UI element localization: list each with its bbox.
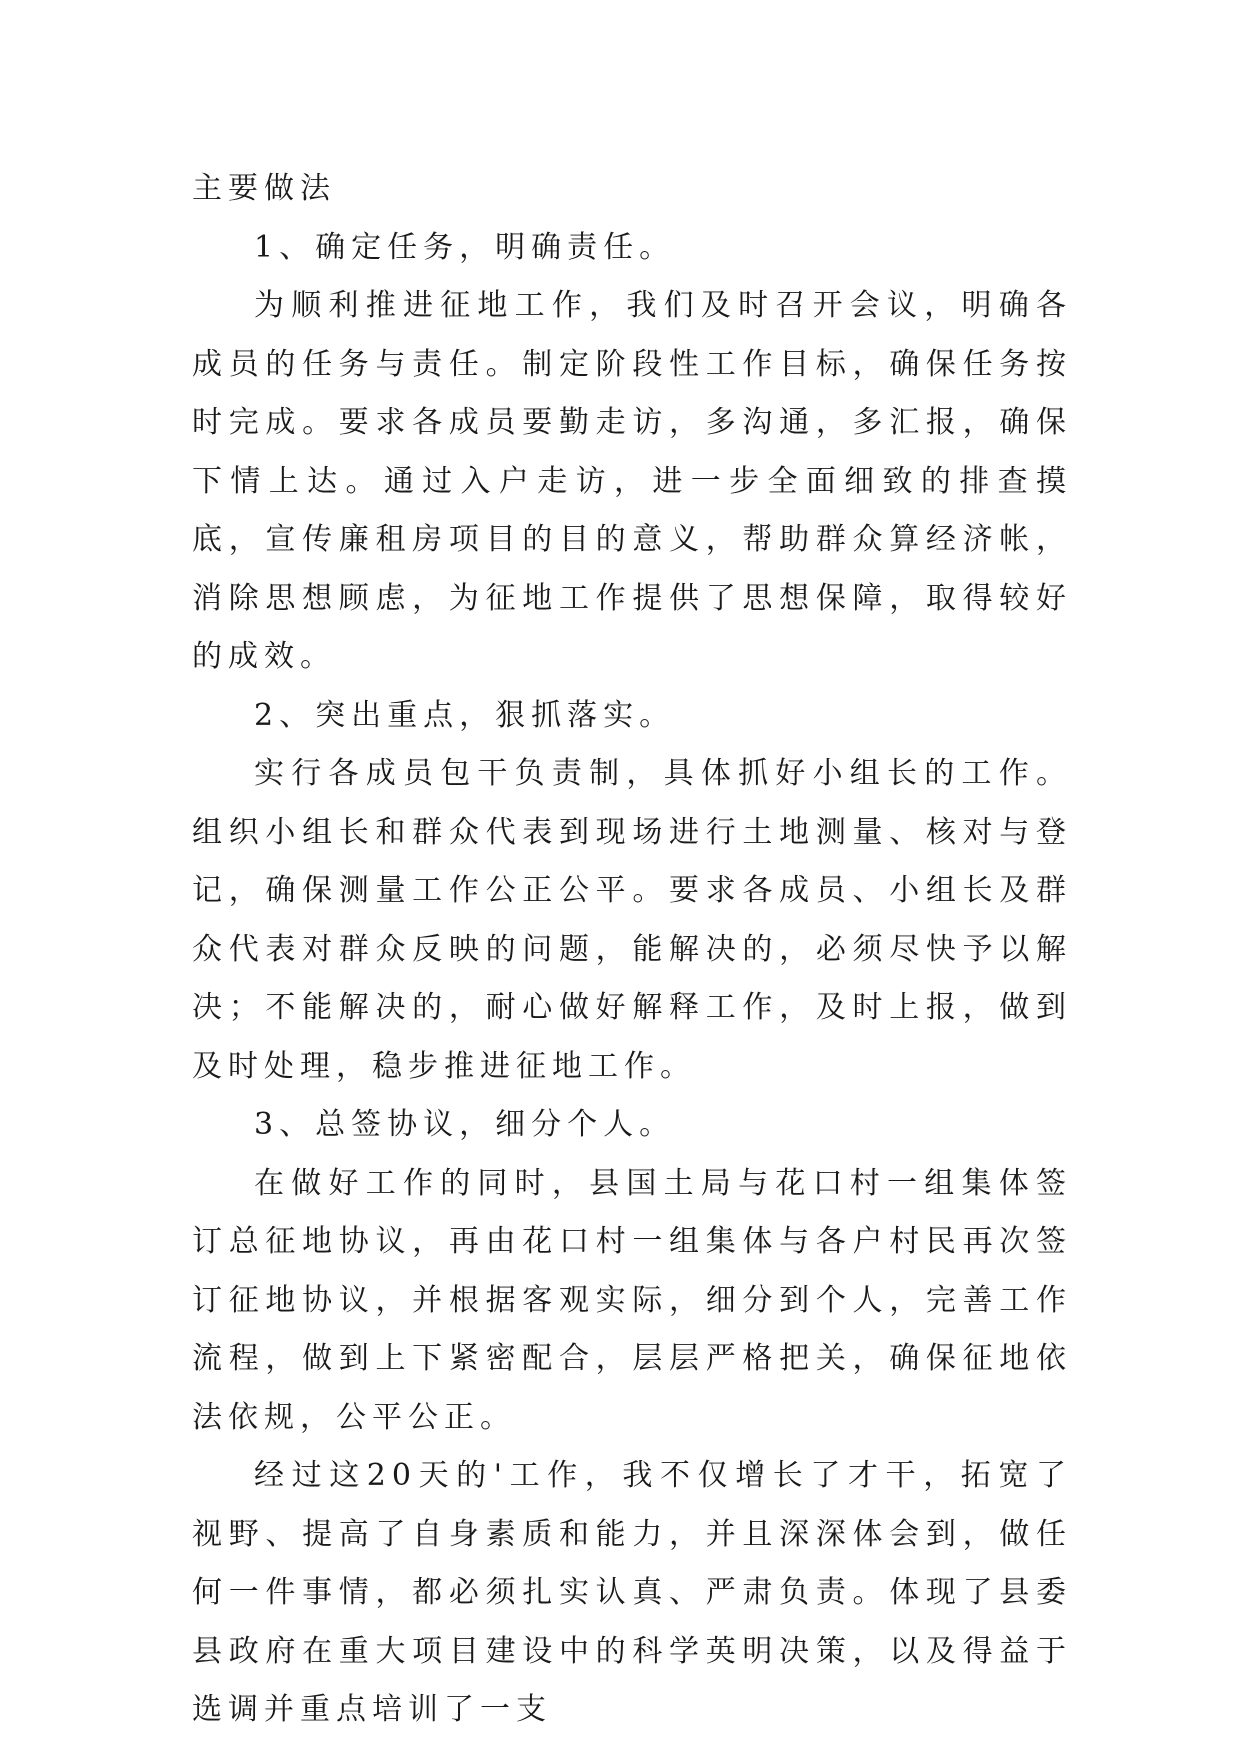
section-1-heading: 1、确定任务，明确责任。 <box>254 229 676 265</box>
document-title: 主要做法 <box>192 171 336 206</box>
section-3-paragraph: 在做好工作的同时，县国土局与花口村一组集体签订总征地协议，再由花口村一组集体与各户村民再次签订征地协议，并根据客观实际，细分到个人，完善工作流程，做到上下紧密配合，层层严格把关，确保征地依法依规，公平公正。 <box>192 1165 1072 1435</box>
section-2-paragraph: 实行各成员包干负责制，具体抓好小组长的工作。组织小组长和群众代表到现场进行土地测量、核对与登记，确保测量工作公正公平。要求各成员、小组长及群众代表对群众反映的问题，能解决的，必须尽快予以解决；不能解决的，耐心做好解释工作，及时上报，做到及时处理，稳步推进征地工作。 <box>192 756 1072 1084</box>
section-3-heading: 3、总签协议，细分个人。 <box>254 1107 676 1142</box>
section-1-paragraph: 为顺利推进征地工作，我们及时召开会议，明确各成员的任务与责任。制定阶段性工作目标，确保任务按时完成。要求各成员要勤走访，多沟通，多汇报，确保下情上达。通过入户走访，进一步全面细致的排查摸底，宣传廉租房项目的目的意义，帮助群众算经济帐，消除思想顾虑，为征地工作提供了思想保障，取得较好的成效。 <box>192 288 1072 674</box>
closing-paragraph: 经过这20天的'工作，我不仅增长了才干，拓宽了视野、提高了自身素质和能力，并且深深体会到，做任何一件事情，都必须扎实认真、严肃负责。体现了县委县政府在重大项目建设中的科学英明决策，以及得益于选调并重点培训了一支 <box>192 1458 1072 1727</box>
document-body <box>192 160 1072 1740</box>
section-2-heading: 2、突出重点，狠抓落实。 <box>254 697 676 733</box>
